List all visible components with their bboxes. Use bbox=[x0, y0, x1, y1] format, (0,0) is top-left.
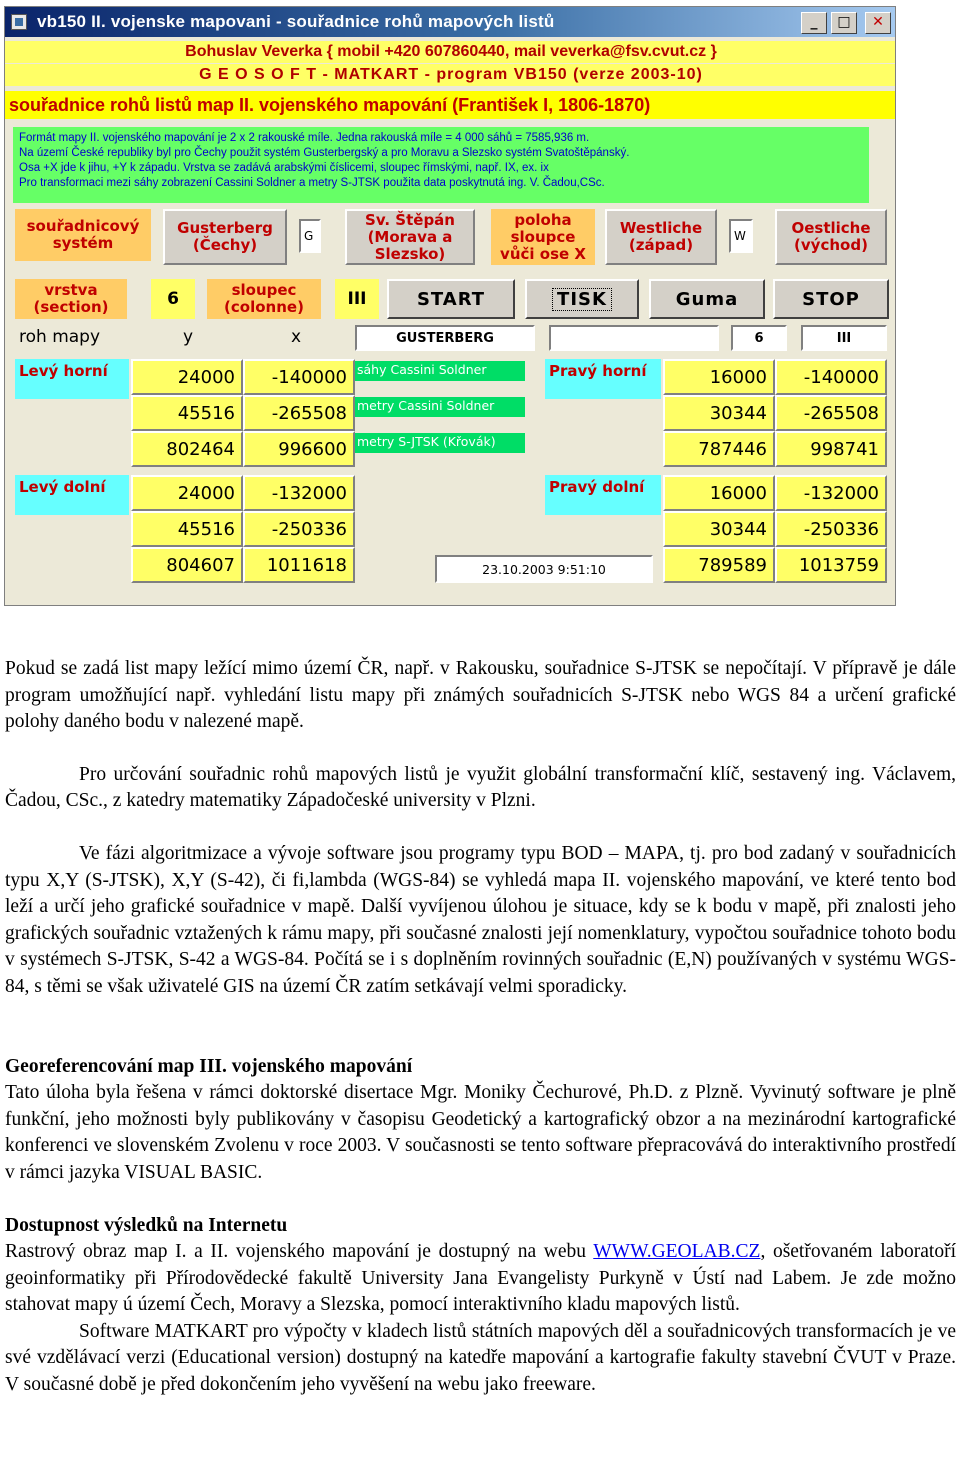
program-header: G E O S O F T - MATKART - program VB150 (verze 2003-10) bbox=[5, 64, 896, 86]
maximize-icon[interactable]: □ bbox=[831, 12, 857, 34]
y-label: y bbox=[183, 327, 194, 347]
ld-x-sjtsk: 1011618 bbox=[243, 547, 355, 583]
position-label: poloha sloupce vůči ose X bbox=[491, 209, 595, 265]
lh-x-sahy: -140000 bbox=[243, 359, 355, 395]
main-header: souřadnice rohů listů map II. vojenského mapování (František I, 1806-1870) bbox=[5, 91, 896, 119]
section-heading: Georeferencování map III. vojenského mapování bbox=[5, 1055, 413, 1077]
minimize-icon[interactable]: _ bbox=[801, 12, 827, 34]
app-window bbox=[4, 6, 896, 606]
sloupec-field[interactable]: III bbox=[801, 325, 887, 351]
ld-x-metry: -250336 bbox=[243, 511, 355, 547]
ld-y-sjtsk: 804607 bbox=[131, 547, 243, 583]
oestliche-button[interactable]: Oestliche (východ) bbox=[775, 209, 887, 265]
ph-y-sahy: 16000 bbox=[663, 359, 775, 395]
section-heading: Dostupnost výsledků na Internetu bbox=[5, 1214, 288, 1236]
system-field[interactable]: GUSTERBERG bbox=[355, 325, 535, 351]
info-line: Na území České republiky byl pro Čechy použit systém Gusterbergský a pro Moravu a Slezsko systém Svatoštěpánský. bbox=[19, 147, 630, 159]
paragraph: Ve fázi algoritmizace a vývoje software jsou programy typu BOD – MAPA, tj. pro bod zadaný v souřadnicích typu X,Y (S-JTSK), X,Y (S-42), či fi,lambda (WGS-84) se vyhledá mapa II. vojenského mapování, ve které tento bod leží a určí jeho grafické souřadnice v mapě. Další vyvíjenou úlohou je situace, kdy se k bodu v mapě, při znalosti jeho grafických souřadnic vztažených k rámu mapy, při současné znalosti její nomenklatury, vypočtou souřadnice tohoto bodu v systémech S-JTSK, S-42 a WGS-84. Počítá se i s doplněním rovinných souřadnic (E,N) používaných v systému WGS-84, s těmi se však uživatelé GIS na území ČR zatím setkávají velmi sporadicky. bbox=[5, 842, 956, 997]
ph-x-sahy: -140000 bbox=[775, 359, 887, 395]
vrstva-label: vrstva (section) bbox=[15, 279, 127, 319]
pd-x-sjtsk: 1013759 bbox=[775, 547, 887, 583]
lh-y-metry: 45516 bbox=[131, 395, 243, 431]
ld-x-sahy: -132000 bbox=[243, 475, 355, 511]
gusterberg-key[interactable]: G bbox=[299, 219, 321, 253]
ld-y-sahy: 24000 bbox=[131, 475, 243, 511]
gusterberg-button[interactable]: Gusterberg (Čechy) bbox=[163, 209, 287, 265]
pd-x-sahy: -132000 bbox=[775, 475, 887, 511]
vrstva-field[interactable]: 6 bbox=[731, 325, 787, 351]
sloupec-label: sloupec (colonne) bbox=[207, 279, 321, 319]
document-body bbox=[5, 656, 956, 1399]
paragraph: Pro určování souřadnic rohů mapových listů je využit globální transformační klíč, sestavený ing. Václavem, Čadou, CSc., z katedry matematiky Západočeské university v Plzni. bbox=[5, 763, 956, 812]
app-icon bbox=[11, 14, 27, 30]
lh-x-metry: -265508 bbox=[243, 395, 355, 431]
vrstva-input[interactable]: 6 bbox=[151, 279, 195, 319]
svstepan-button[interactable]: Sv. Štěpán (Morava a Slezsko) bbox=[345, 209, 475, 265]
sloupec-input[interactable]: III bbox=[335, 279, 379, 319]
pd-y-metry: 30344 bbox=[663, 511, 775, 547]
paragraph-text: , ošetřovaném laboratoří geoinformatiky při Přírodovědecké fakultě University Jana Evangelisty Purkyně v Ústí nad Labem. Je zde možno stahovat mapy ú území Čech, Moravy a Slezska, pomocí interaktivního kladu mapových listů. bbox=[5, 1241, 956, 1316]
start-button[interactable]: START bbox=[387, 279, 515, 319]
tisk-button-label: TISK bbox=[552, 288, 612, 311]
roh-mapy-label: roh mapy bbox=[19, 327, 101, 347]
lh-y-sahy: 24000 bbox=[131, 359, 243, 395]
pravy-dolni-label: Pravý dolní bbox=[545, 475, 661, 515]
ph-y-metry: 30344 bbox=[663, 395, 775, 431]
lh-x-sjtsk: 996600 bbox=[243, 431, 355, 467]
unit-label-sahy: sáhy Cassini Soldner bbox=[355, 361, 525, 381]
info-line: Pro transformaci mezi sáhy zobrazení Cassini Soldner a metry S-JTSK použita data poskytnutá ing. V. Čadou,CSc. bbox=[19, 177, 605, 189]
author-header: Bohuslav Veverka { mobil +420 607860440, mail veverka@fsv.cvut.cz } bbox=[5, 41, 896, 63]
pd-x-metry: -250336 bbox=[775, 511, 887, 547]
paragraph: Tato úloha byla řešena v rámci doktorské disertace Mgr. Moniky Čechurové, Ph.D. z Plzně. Vyvinutý software je plně funkční, jeho možnosti byly publikovány v časopisu Geodetický a kartografický obzor a na mezinárodní kartografické konferenci ve slovenském Zvolenu v roce 2003. V současnosti se tento software přepracovává do interaktivního prostředí v rámci jazyka VISUAL BASIC. bbox=[5, 1082, 956, 1183]
levy-horni-label: Levý horní bbox=[15, 359, 129, 399]
westliche-button[interactable]: Westliche (západ) bbox=[605, 209, 717, 265]
title-bar[interactable] bbox=[5, 7, 895, 37]
westliche-key[interactable]: W bbox=[729, 219, 753, 253]
x-label: x bbox=[291, 327, 302, 347]
pd-y-sjtsk: 789589 bbox=[663, 547, 775, 583]
ph-x-sjtsk: 998741 bbox=[775, 431, 887, 467]
info-line: Formát mapy II. vojenského mapování je 2 x 2 rakouské míle. Jedna rakouská míle = 4 000 sáhů = 7585,936 m. bbox=[19, 132, 590, 144]
paragraph: Pokud se zadá list mapy ležící mimo území ČR, např. v Rakousku, souřadnice S-JTSK se nepočítají. V přípravě je dále program umožňující např. vyhledání listu mapy při známých souřadnicích S-JTSK nebo WGS 84 a určení grafické polohy daného bodu v nalezené mapě. bbox=[5, 658, 956, 733]
pravy-horni-label: Pravý horní bbox=[545, 359, 661, 399]
ph-y-sjtsk: 787446 bbox=[663, 431, 775, 467]
paragraph bbox=[5, 1239, 956, 1319]
window-title: vb150 II. vojenske mapovani - souřadnice rohů mapových listů bbox=[37, 12, 555, 31]
paragraph-text: Rastrový obraz map I. a II. vojenského mapování je dostupný na webu bbox=[5, 1241, 594, 1263]
ld-y-metry: 45516 bbox=[131, 511, 243, 547]
coord-system-label: souřadnicový systém bbox=[15, 209, 151, 261]
unit-label-sjtsk: metry S-JTSK (Křovák) bbox=[355, 433, 525, 453]
close-icon[interactable]: ✕ bbox=[865, 12, 891, 34]
blank-field[interactable] bbox=[549, 325, 719, 351]
guma-button[interactable]: Guma bbox=[649, 279, 765, 319]
unit-label-metry-cs: metry Cassini Soldner bbox=[355, 397, 525, 417]
ph-x-metry: -265508 bbox=[775, 395, 887, 431]
info-box bbox=[13, 127, 869, 203]
paragraph: Software MATKART pro výpočty v kladech listů státních mapových děl a souřadnicových transformacích je ve své vzdělávací verzi (Educational version) dostupný na katedře mapování a kartografie fakulty stavební ČVUT v Praze. V současné době je před dokončením jeho vyvěšení na webu jako freeware. bbox=[5, 1320, 956, 1396]
info-line: Osa +X jde k jihu, +Y k západu. Vrstva se zadává arabskými číslicemi, sloupec římskými, např. IX, ex. ix bbox=[19, 162, 549, 174]
levy-dolni-label: Levý dolní bbox=[15, 475, 129, 515]
lh-y-sjtsk: 802464 bbox=[131, 431, 243, 467]
pd-y-sahy: 16000 bbox=[663, 475, 775, 511]
timestamp-field: 23.10.2003 9:51:10 bbox=[435, 555, 653, 583]
geolab-link[interactable]: WWW.GEOLAB.CZ bbox=[593, 1241, 761, 1263]
tisk-button[interactable] bbox=[525, 279, 639, 319]
stop-button[interactable]: STOP bbox=[773, 279, 889, 319]
